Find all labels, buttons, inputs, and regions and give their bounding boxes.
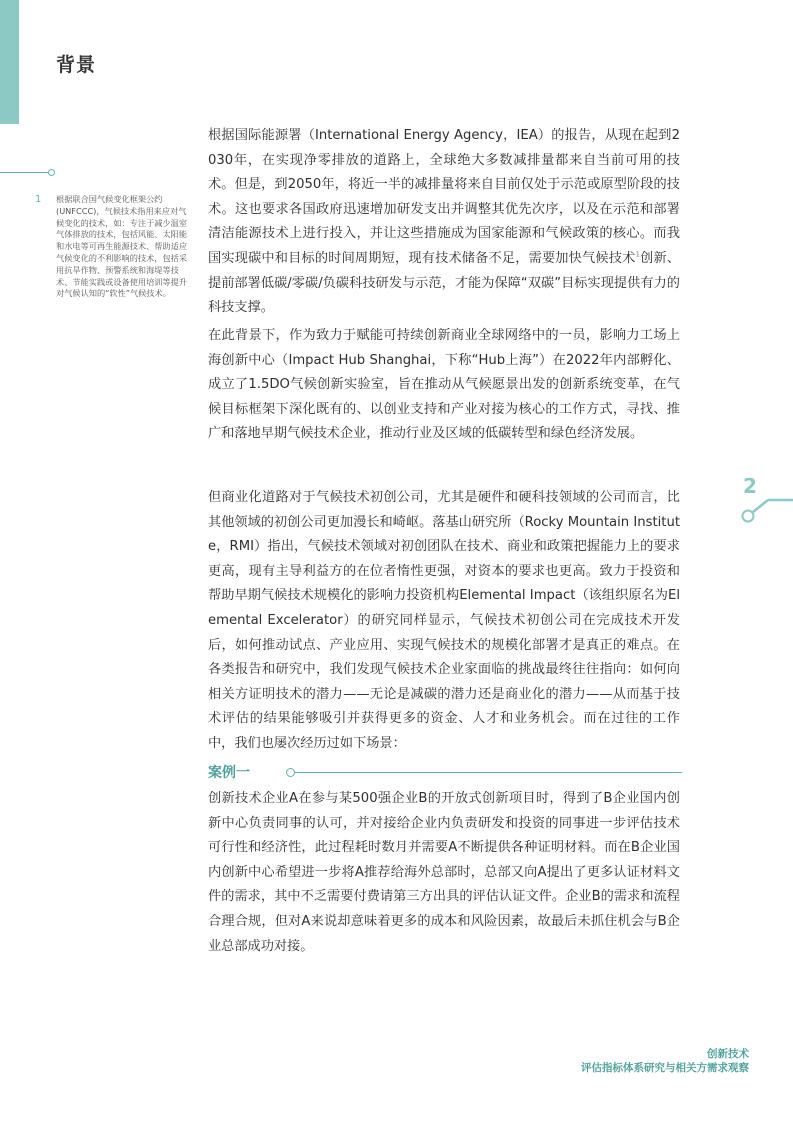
footnote-text: 根据联合国气候变化框架公约(UNFCCC)，气候技术指用来应对气候变化的技术，如：专注于减少温室气体排放的技术，包括风能、太阳能和水电等可再生能源技术、帮助适应气候变化的不利影响的技术，包括采用抗旱作物、预警系统和海堤等技术、节能实践或设备使用培训等提升对气候认知的“软性”气候技术。 [56,194,188,299]
footer-title: 创新技术 [707,1048,749,1060]
page-number-decoration-icon [738,498,793,530]
footnote-ref: 1 [635,250,640,259]
paragraph-iea-part2: 创新、提前部署低碳/零碳/负碳科技研发与示范，才能为保障“双碳”目标实现提供有力的科技支撑。 [208,250,681,316]
case-divider-dot [286,768,295,777]
footer-subtitle: 评估指标体系研究与相关方需求观察 [581,1062,749,1074]
footnote-connector-line [0,172,50,173]
paragraph-iea [208,124,680,321]
footnote-number: 1 [35,194,42,205]
paragraph-commercialization: 但商业化道路对于气候技术初创公司，尤其是硬件和硬科技领域的公司而言，比其他领域的初创公司更加漫长和崎岖。落基山研究所（Rocky Mountain Institute，RMI）指出，气候技术领域对初创团队在技术、商业和政策把握能力上的要求更高，现有主导利益方的在位者惰性更强，对资本的要求也更高。致力于投资和帮助早期气候技术规模化的影响力投资机构Elemental Impact（该组织原名为Elemental Excelerator）的研究同样显示，气候技术初创公司在完成技术开发后，如何推动试点、产业应用、实现气候技术的规模化部署才是真正的难点。在各类报告和研究中，我们发现气候技术企业家面临的挑战最终往往指向：如何向相关方证明技术的潜力——无论是减碳的潜力还是商业化的潜力——从而基于技术评估的结果能够吸引并获得更多的资金、人才和业务机会。而在过往的工作中，我们也屡次经历过如下场景： [208,490,680,751]
section-title: 背景 [56,54,97,76]
case-title: 案例一 [208,765,250,781]
paragraph-impact-hub: 在此背景下，作为致力于赋能可持续创新商业全球网络中的一员，影响力工场上海创新中心（Impact Hub Shanghai，下称“Hub上海”）在2022年内部孵化、成立了1.5DO气候创新实验室，旨在推动从气候愿景出发的创新系统变革，在气候目标框架下深化既有的、以创业支持和产业对接为核心的工作方式，寻找、推广和落地早期气候技术企业，推动行业及区域的低碳转型和绿色经济发展。 [208,328,680,442]
case-header [208,762,682,784]
paragraph-iea-part1: 根据国际能源署（International Energy Agency，IEA）的报告，从现在起到2030年，在实现净零排放的道路上，全球绝大多数减排量都来自当前可用的技术。但是，到2050年，将近一半的减排量将来自目前仅处于示范或原型阶段的技术。这也要求各国政府迅速增加研发支出并调整其优先次序，以及在示范和部署清洁能源技术上进行投入，并让这些措施成为国家能源和气候政策的核心。而我国实现碳中和目标的时间周期短，现有技术储备不足，需要加快气候技术 [208,128,680,266]
page-number: 2 [743,474,757,498]
footnote-connector-dot [48,169,55,176]
case-divider-line [295,772,682,773]
paragraph-case-one: 创新技术企业A在参与某500强企业B的开放式创新项目时，得到了B企业国内创新中心负责同事的认可，并对接给企业内负责研发和投资的同事进一步评估技术可行性和经济性，此过程耗时数月并需要A不断提供各种证明材料。而在B企业国内创新中心希望进一步将A推荐给海外总部时，总部又向A提出了更多认证材料文件的需求，其中不乏需要付费请第三方出具的评估认证文件。企业B的需求和流程合理合规，但对A来说却意味着更多的成本和风险因素，故最后未抓住机会与B企业总部成功对接。 [208,791,680,954]
top-left-accent-bar [0,0,19,124]
